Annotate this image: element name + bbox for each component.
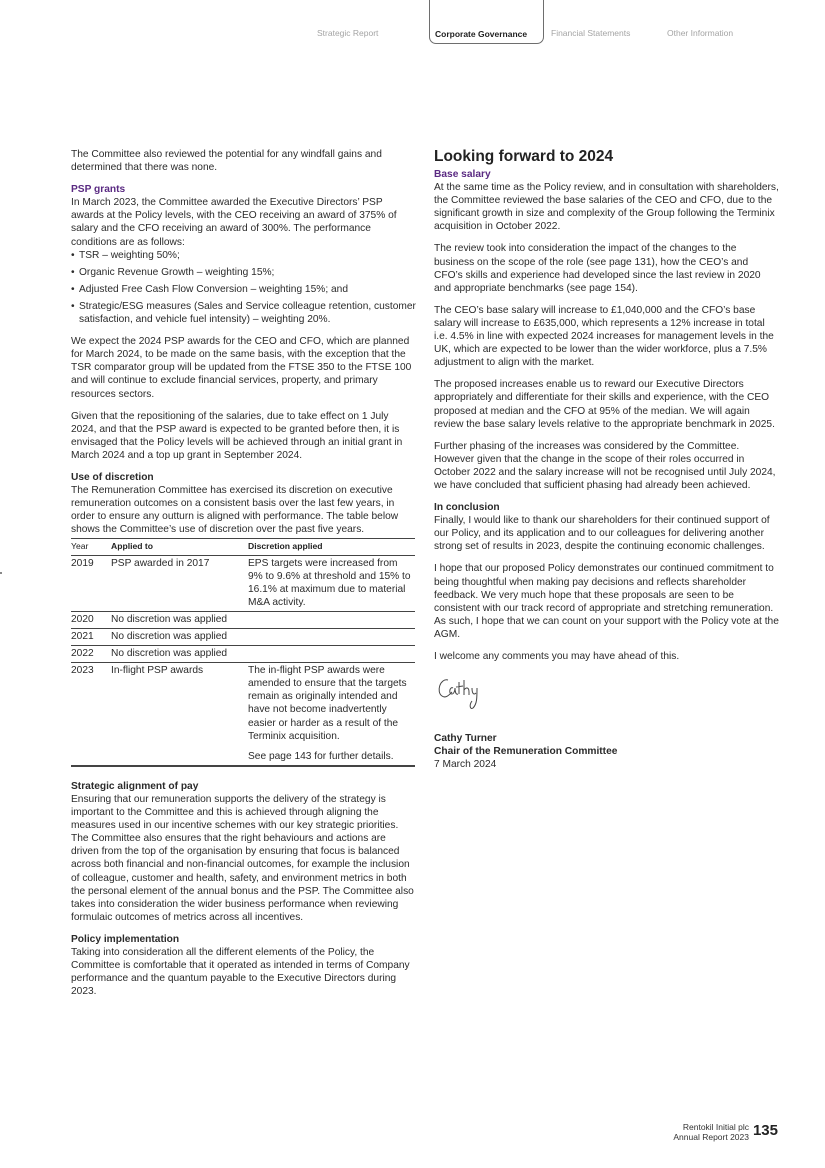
cell-year: 2023: [71, 663, 111, 766]
psp-paragraph-2: We expect the 2024 PSP awards for the CEO and CFO, which are planned for March 2024, to be made on the same basis, with the exception that the TSR comparator group will be updated from the FTSE 350 to the FTSE 100 and will continue to exclude financial services, property, and primary resources sectors.: [71, 336, 412, 400]
section-nav: [0, 0, 825, 46]
conclusion-paragraph-2: I hope that our proposed Policy demonstrates our continued commitment to being thoughtful when making pay decisions and reflects shareholder feedback. We very much hope that these proposals are seen to be consistent with our track record of appropriate and stretching remuneration. As such, I hope that we can count on your support with the Policy vote at the AGM.: [434, 563, 779, 640]
cell-discretion: [248, 646, 415, 663]
footer-company: Rentokil Initial plc: [682, 1122, 749, 1132]
psp-paragraph-1: In March 2023, the Committee awarded the Executive Directors’ PSP awards at the Policy levels, with the CEO receiving an award of 375% of salary and the CFO receiving an award of 300%. The performance conditions are as follows:: [71, 197, 397, 248]
col-header-discretion: Discretion applied: [248, 539, 415, 555]
tab-other-information[interactable]: Other Information: [667, 28, 734, 38]
discretion-paragraph: The Remuneration Committee has exercised its discretion on executive remuneration outcomes on a consistent basis over the last few years, in order to ensure any outturn is aligned with performance. The table below shows the Committee’s use of discretion over the past five years.: [71, 485, 399, 536]
table-row: [71, 663, 415, 766]
base-salary-heading: Base salary: [434, 169, 491, 180]
cell-discretion-text: The in-flight PSP awards were amended to ensure that the targets remain as originally intended and have not become inadvertently easier or harder as a result of the Terminix acquisition.: [248, 665, 407, 742]
cell-discretion: [248, 611, 415, 628]
base-salary-paragraph-5: Further phasing of the increases was considered by the Committee. However given that the change in the scope of their roles occurred in October 2022 and the salary increase will not be recognised until July 2024, we have concluded that sufficient phasing had already been achieved.: [434, 440, 776, 491]
cell-discretion: [248, 629, 415, 646]
tab-corporate-governance-label: Corporate Governance: [435, 29, 528, 39]
tab-financial-statements[interactable]: Financial Statements: [551, 28, 631, 38]
discretion-heading: Use of discretion: [71, 471, 154, 483]
signature-image: [436, 672, 496, 712]
cell-year: 2021: [71, 629, 111, 646]
list-item: • Organic Revenue Growth – weighting 15%;: [71, 266, 416, 279]
signature-date: 7 March 2024: [434, 759, 497, 771]
base-salary-paragraph-1: At the same time as the Policy review, and in consultation with shareholders, the Committee reviewed the base salaries of the CEO and CFO, due to the significant growth in size and complexity of the Group following the Terminix acquisition in October 2022.: [434, 182, 779, 233]
cell-discretion: EPS targets were increased from 9% to 9.6% at threshold and 15% to 16.1% at maximum due to material M&A activity.: [248, 555, 415, 611]
cell-applied-to: No discretion was applied: [111, 611, 248, 628]
cell-year: 2022: [71, 646, 111, 663]
table-row: [71, 646, 415, 663]
col-header-applied-to: Applied to: [111, 539, 248, 555]
signatory-role: Chair of the Remuneration Committee: [434, 746, 618, 758]
conclusion-paragraph-1: Finally, I would like to thank our shareholders for their continued support of our Policy, and its application and to our colleagues for delivering another strong set of results in 2023, despite the continuing economic challenges.: [434, 515, 770, 553]
list-item: • Strategic/ESG measures (Sales and Service colleague retention, customer satisfaction, and vehicle fuel intensity) – weighting 20%.: [71, 300, 416, 326]
cell-applied-to: In-flight PSP awards: [111, 663, 248, 766]
performance-conditions-list: [71, 249, 416, 326]
cell-year: 2019: [71, 555, 111, 611]
page-mark: [0, 572, 2, 574]
left-column: [71, 148, 416, 1007]
base-salary-paragraph-2: The review took into consideration the impact of the changes to the business on the scope of the role (see page 131), how the CEO’s and CFO’s skills and experience had developed since the last review in 2020 and appropriate benchmarks (see page 154).: [434, 243, 761, 294]
policy-implementation-heading: Policy implementation: [71, 933, 180, 945]
table-note: See page 143 for further details.: [248, 750, 394, 762]
conclusion-heading: In conclusion: [434, 502, 500, 514]
cell-applied-to: No discretion was applied: [111, 629, 248, 646]
section-title: Looking forward to 2024: [434, 148, 614, 165]
conclusion-paragraph-3: I welcome any comments you may have ahead of this.: [434, 651, 680, 662]
page-number: 135: [752, 1122, 778, 1139]
base-salary-paragraph-4: The proposed increases enable us to reward our Executive Directors appropriately and differentiate for their skills and experience, with the CEO proposed at median and the CFO at 95% of the median. We will again review the base salary levels relative to the appropriate benchmark in 2025.: [434, 379, 775, 430]
psp-grants-heading: PSP grants: [71, 184, 126, 196]
cell-discretion: [248, 663, 415, 766]
right-column: [434, 148, 779, 771]
strategic-alignment-heading: Strategic alignment of pay: [71, 780, 199, 792]
discretion-table: [71, 538, 415, 766]
intro-paragraph: The Committee also reviewed the potential for any windfall gains and determined that there was none.: [71, 149, 382, 174]
list-item: • TSR – weighting 50%;: [71, 249, 416, 262]
col-header-year: Year: [71, 539, 111, 555]
tab-strategic-report[interactable]: Strategic Report: [317, 28, 379, 38]
list-item: • Adjusted Free Cash Flow Conversion – weighting 15%; and: [71, 283, 416, 296]
signatory-name: Cathy Turner: [434, 733, 497, 745]
base-salary-paragraph-3: The CEO’s base salary will increase to £1,040,000 and the CFO’s base salary will increase to £635,000, which represents a 12% increase in total i.e. 4.5% in line with expected 2024 increases for management levels in the UK, which are expected to be lower than the wider workforce, plus a 7.5% adjustment to align with the market.: [434, 304, 774, 369]
tab-corporate-governance[interactable]: [429, 0, 544, 44]
policy-implementation-paragraph: Taking into consideration all the different elements of the Policy, the Committee is comfortable that it operated as intended in terms of Company performance and the quantum payable to the Executive Directors during 2023.: [71, 946, 410, 998]
page-footer: [673, 1122, 777, 1142]
table-row: [71, 555, 415, 611]
table-row: [71, 611, 415, 628]
strategic-alignment-paragraph: Ensuring that our remuneration supports the delivery of the strategy is important to the Committee and this is achieved through aligning the measures used in our incentive schemes with our key strategic priorities. The Committee also ensures that the right behaviours and actions are driven from the top of the organisation by ensuring that focus is balanced across both financial and non-financial outcomes, for example the inclusion of colleague, customer and health, safety, and environment metrics in both the personal element of the annual bonus and the PSP. The Committee also takes into consideration the wider business performance when reviewing formulaic outcomes of metrics across all incentives.: [71, 793, 414, 923]
cell-applied-to: PSP awarded in 2017: [111, 555, 248, 611]
psp-paragraph-3: Given that the repositioning of the salaries, due to take effect on 1 July 2024, and that the PSP award is expected to be granted before then, it is envisaged that the Policy levels will be achieved through an initial grant in March 2024 and a top up grant in September 2024.: [71, 410, 403, 461]
table-header-row: [71, 539, 415, 555]
footer-report: Annual Report 2023: [673, 1132, 749, 1142]
table-row: [71, 629, 415, 646]
signature: [436, 672, 779, 716]
cell-applied-to: No discretion was applied: [111, 646, 248, 663]
cell-year: 2020: [71, 611, 111, 628]
